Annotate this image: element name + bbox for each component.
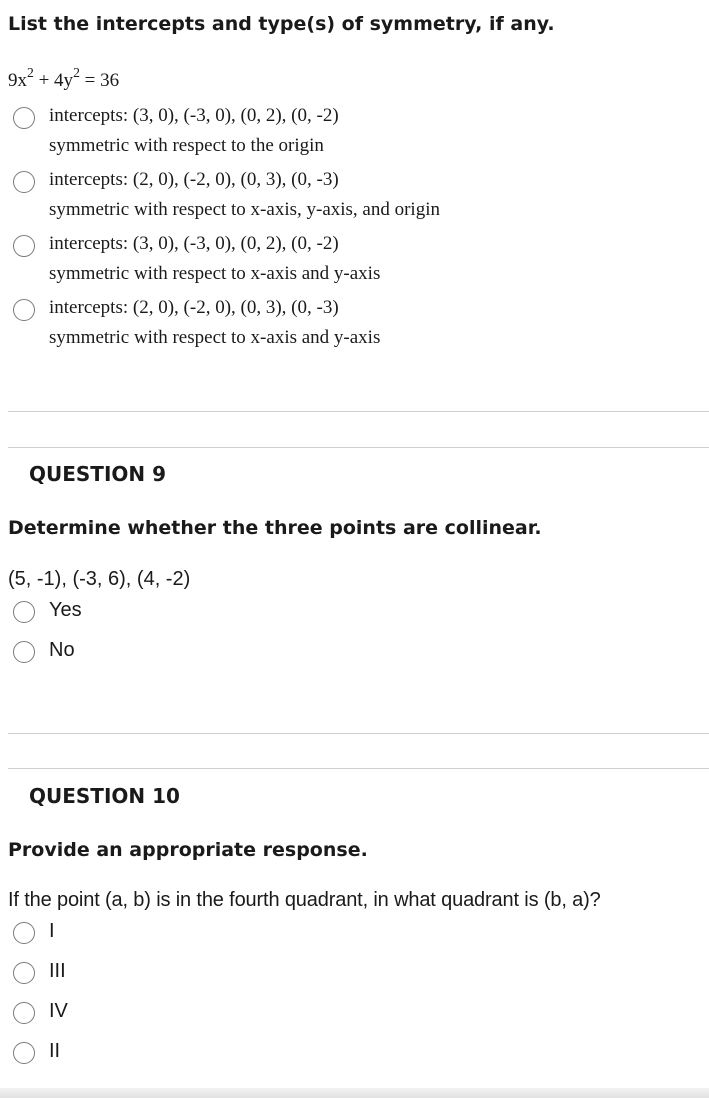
equation-term-1: 9x [8,70,27,91]
equation-exponent-1: 2 [27,64,34,80]
q9-option-yes-label[interactable]: Yes [49,599,82,621]
q8-option-4-radio[interactable] [13,299,35,321]
question-9-title: Determine whether the three points are collinear. [8,517,542,539]
question-10-number: QUESTION 10 [29,784,180,808]
question-10-title: Provide an appropriate response. [8,839,368,861]
equation-term-2: + 4y [33,70,74,91]
q8-option-2-line1[interactable]: intercepts: (2, 0), (-2, 0), (0, 3), (0, -3) [49,169,339,190]
q8-option-2-radio[interactable] [13,171,35,193]
equation-exponent-2: 2 [73,64,80,80]
q8-option-4-line1[interactable]: intercepts: (2, 0), (-2, 0), (0, 3), (0, -3) [49,297,339,318]
divider [8,411,709,412]
q8-option-3-line1[interactable]: intercepts: (3, 0), (-3, 0), (0, 2), (0, -2) [49,233,339,254]
q10-option-4-label[interactable]: II [49,1040,61,1062]
q8-option-2-line2[interactable]: symmetric with respect to x-axis, y-axis, and origin [49,199,440,220]
q10-option-3-radio[interactable] [13,1002,35,1024]
q8-option-1-line1[interactable]: intercepts: (3, 0), (-3, 0), (0, 2), (0, -2) [49,105,339,126]
q10-option-3-label[interactable]: IV [49,1000,68,1022]
q8-option-1-radio[interactable] [13,107,35,129]
q9-option-no-label[interactable]: No [49,639,75,661]
question-9-prompt: (5, -1), (-3, 6), (4, -2) [8,568,191,590]
question-8-equation [8,64,120,92]
q10-option-4-radio[interactable] [13,1042,35,1064]
q8-option-4-line2[interactable]: symmetric with respect to x-axis and y-axis [49,327,381,348]
q10-option-1-label[interactable]: I [49,920,55,942]
q8-option-3-line2[interactable]: symmetric with respect to x-axis and y-axis [49,263,381,284]
divider [8,447,709,448]
q10-option-1-radio[interactable] [13,922,35,944]
divider [8,733,709,734]
equation-rhs: = 36 [79,70,120,91]
question-10-prompt: If the point (a, b) is in the fourth quadrant, in what quadrant is (b, a)? [8,889,601,911]
divider [8,768,709,769]
q9-option-yes-radio[interactable] [13,601,35,623]
q9-option-no-radio[interactable] [13,641,35,663]
q10-option-2-label[interactable]: III [49,960,66,982]
question-8-title: List the intercepts and type(s) of symmetry, if any. [8,13,555,35]
q10-option-2-radio[interactable] [13,962,35,984]
q8-option-3-radio[interactable] [13,235,35,257]
question-9-number: QUESTION 9 [29,462,167,486]
bottom-shadow-bar [0,1088,709,1098]
q8-option-1-line2[interactable]: symmetric with respect to the origin [49,135,324,156]
